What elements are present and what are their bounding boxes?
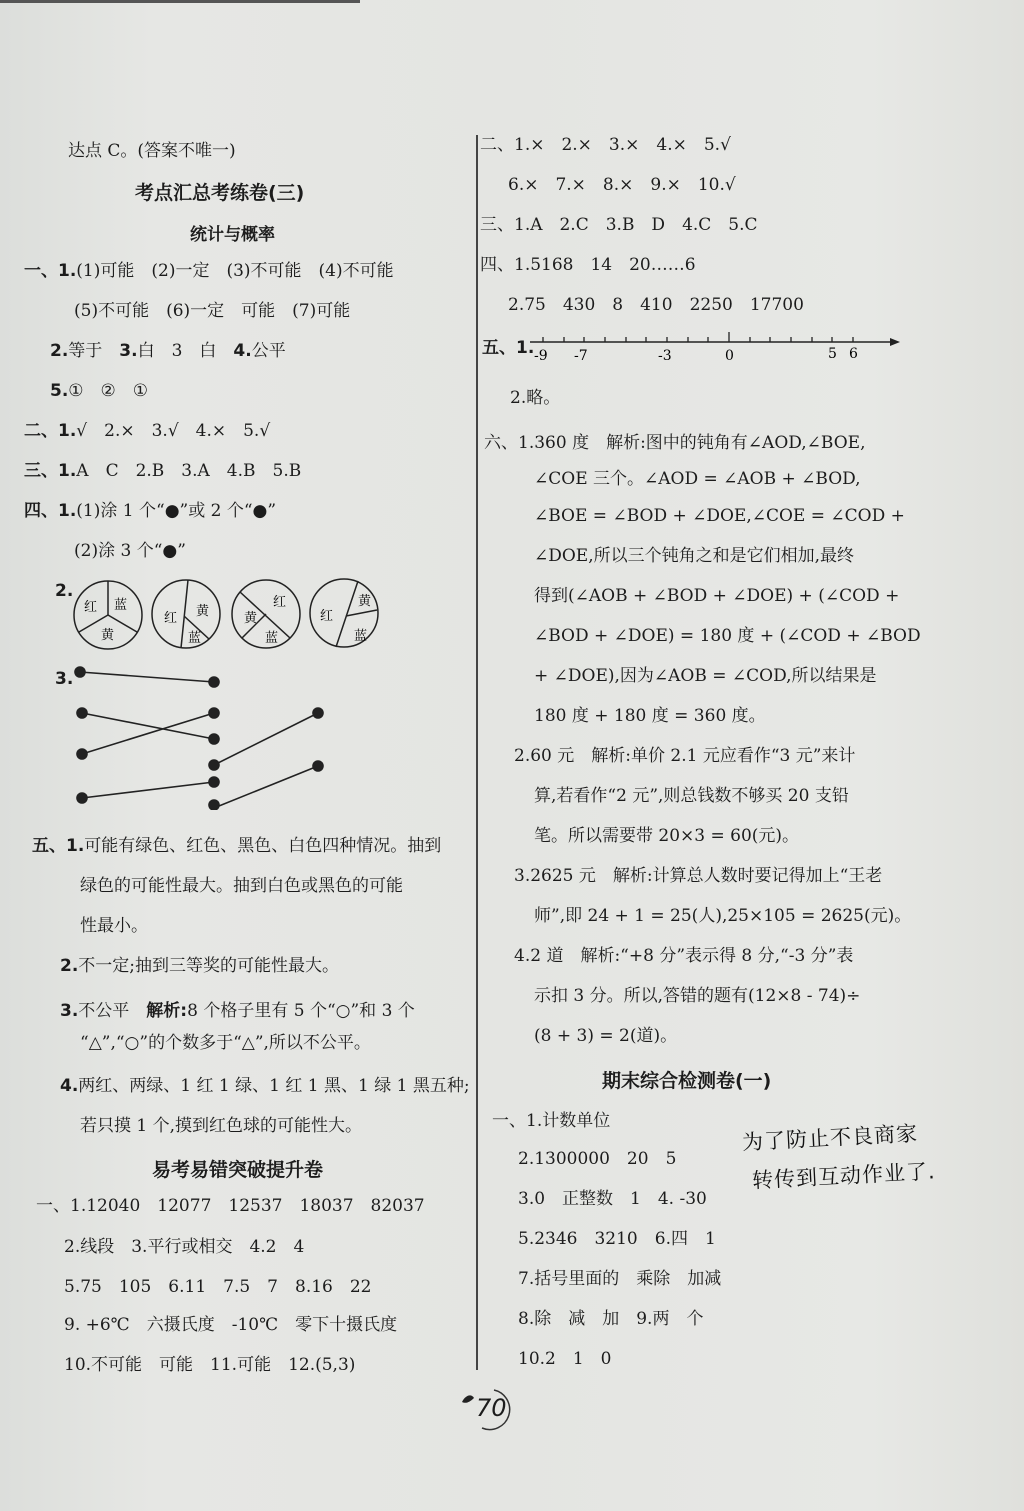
page-number-badge <box>458 1388 518 1432</box>
svg-text:蓝: 蓝 <box>188 631 202 646</box>
svg-text:黄: 黄 <box>358 594 372 609</box>
answer-line: (5)不可能 (6)一定 可能 (7)可能 <box>74 301 351 321</box>
pie-1-label: 红 <box>84 600 98 615</box>
answer-line: 10.2 1 0 <box>518 1349 612 1369</box>
handwritten-note-line: 为了防止不良商家 <box>741 1121 919 1155</box>
svg-text:黄: 黄 <box>244 611 258 626</box>
section-title-yikao: 易考易错突破提升卷 <box>152 1159 324 1181</box>
scan-edge <box>0 0 360 3</box>
svg-text:5: 5 <box>828 346 837 362</box>
svg-text:蓝: 蓝 <box>354 629 368 644</box>
answer-line: 2.线段 3.平行或相交 4.2 4 <box>64 1237 305 1257</box>
answer-line: 六、1.360 度 解析:图中的钝角有∠AOD,∠BOE, <box>484 433 866 453</box>
answer-line: 算,若看作“2 元”,则总钱数不够买 20 支铅 <box>534 786 849 806</box>
answer-line: 一、1.(1)可能 (2)一定 (3)不可能 (4)不可能 <box>24 261 394 281</box>
answer-line: 二、1.√ 2.× 3.√ 4.× 5.√ <box>24 421 271 441</box>
section-subtitle-statistics: 统计与概率 <box>190 225 275 245</box>
answer-line: 5.① ② ① <box>50 381 149 401</box>
answer-line: 8.除 减 加 9.两 个 <box>518 1309 704 1329</box>
answer-line: 3.不公平 解析:8 个格子里有 5 个“○”和 3 个 <box>60 1001 415 1021</box>
answer-line: 四、1.(1)涂 1 个“●”或 2 个“●” <box>24 501 277 521</box>
answer-line: 2.略。 <box>510 388 561 408</box>
svg-text:-3: -3 <box>658 348 672 364</box>
svg-text:0: 0 <box>725 348 734 364</box>
answer-line: ∠DOE,所以三个钝角之和是它们相加,最终 <box>534 546 855 566</box>
svg-text:蓝: 蓝 <box>265 631 279 646</box>
answer-line: “△”,“○”的个数多于“△”,所以不公平。 <box>80 1033 371 1053</box>
answer-line: 2.75 430 8 410 2250 17700 <box>508 295 804 315</box>
answer-line: 若只摸 1 个,摸到红色球的可能性大。 <box>80 1116 363 1136</box>
answer-line: 得到(∠AOB + ∠BOD + ∠DOE) + (∠COD + <box>534 586 900 606</box>
answer-line: 2.1300000 20 5 <box>518 1149 677 1169</box>
question-label: 五、1. <box>482 338 535 358</box>
answer-line: 3.2625 元 解析:计算总人数时要记得加上“王老 <box>514 866 883 886</box>
answer-line: 二、1.× 2.× 3.× 4.× 5.√ <box>480 135 731 155</box>
answer-line: ∠BOD + ∠DOE) = 180 度 + (∠COD + ∠BOD <box>534 626 921 646</box>
answer-line: 三、1.A 2.C 3.B D 4.C 5.C <box>480 215 758 235</box>
answer-line: 一、1.12040 12077 12537 18037 82037 <box>36 1196 425 1216</box>
page-number: 70 <box>476 1394 507 1422</box>
answer-line: (8 + 3) = 2(道)。 <box>534 1026 678 1046</box>
svg-text:-7: -7 <box>574 348 588 364</box>
answer-line: 四、1.5168 14 20……6 <box>480 255 696 275</box>
answer-line: 6.× 7.× 8.× 9.× 10.√ <box>508 175 736 195</box>
answer-line: 4.2 道 解析:“+8 分”表示得 8 分,“-3 分”表 <box>514 946 854 966</box>
answer-line: 绿色的可能性最大。抽到白色或黑色的可能 <box>80 876 403 896</box>
answer-line: 性最小。 <box>80 916 148 936</box>
left-top-line: 达点 C。(答案不唯一) <box>68 141 236 161</box>
section-title-kaodian: 考点汇总考练卷(三) <box>135 182 305 204</box>
answer-line: 9. +6℃ 六摄氏度 -10℃ 零下十摄氏度 <box>64 1315 398 1335</box>
answer-line: 五、1.可能有绿色、红色、黑色、白色四种情况。抽到 <box>32 836 442 856</box>
section-title-qimo: 期末综合检测卷(一) <box>602 1070 772 1092</box>
answer-line: 180 度 + 180 度 = 360 度。 <box>534 706 766 726</box>
svg-text:6: 6 <box>849 346 858 362</box>
answer-line: 3.0 正整数 1 4. -30 <box>518 1189 707 1209</box>
svg-text:红: 红 <box>320 609 334 624</box>
svg-text:-9: -9 <box>534 348 548 364</box>
answer-line: ∠COE 三个。∠AOD = ∠AOB + ∠BOD, <box>534 469 861 489</box>
pie-diagrams <box>72 578 382 650</box>
handwritten-note-line: 转传到互动作业了. <box>751 1159 937 1193</box>
answer-line: 2.60 元 解析:单价 2.1 元应看作“3 元”来计 <box>514 746 856 766</box>
answer-line: 笔。所以需要带 20×3 = 60(元)。 <box>534 826 800 846</box>
svg-text:红: 红 <box>273 595 287 610</box>
svg-text:蓝: 蓝 <box>114 598 128 613</box>
pie-2 <box>152 580 220 648</box>
svg-text:黄: 黄 <box>101 628 115 643</box>
answer-line: 三、1.A C 2.B 3.A 4.B 5.B <box>24 461 302 481</box>
svg-text:黄: 黄 <box>196 604 210 619</box>
answer-line: 一、1.计数单位 <box>492 1111 611 1131</box>
question-label: 3. <box>55 669 74 689</box>
answer-line: 5.75 105 6.11 7.5 7 8.16 22 <box>64 1277 372 1297</box>
matching-diagram <box>70 665 330 810</box>
answer-line: 2.不一定;抽到三等奖的可能性最大。 <box>60 956 340 976</box>
answer-line: 2.等于 3.白 3 白 4.公平 <box>50 341 286 361</box>
answer-line: 师”,即 24 + 1 = 25(人),25×105 = 2625(元)。 <box>534 906 912 926</box>
column-divider <box>476 135 478 1370</box>
answer-line: 10.不可能 可能 11.可能 12.(5,3) <box>64 1355 356 1375</box>
question-label: 2. <box>55 581 74 601</box>
svg-text:红: 红 <box>164 611 178 626</box>
answer-line: 示扣 3 分。所以,答错的题有(12×8 - 74)÷ <box>534 986 861 1006</box>
answer-line: ∠BOE = ∠BOD + ∠DOE,∠COE = ∠COD + <box>534 506 905 526</box>
answer-line: 5.2346 3210 6.四 1 <box>518 1229 716 1249</box>
answer-line: + ∠DOE),因为∠AOB = ∠COD,所以结果是 <box>534 666 877 686</box>
answer-line: 4.两红、两绿、1 红 1 绿、1 红 1 黑、1 绿 1 黑五种; <box>60 1076 470 1096</box>
number-line <box>528 328 908 364</box>
answer-line: (2)涂 3 个“●” <box>74 541 186 561</box>
answer-line: 7.括号里面的 乘除 加减 <box>518 1269 722 1289</box>
